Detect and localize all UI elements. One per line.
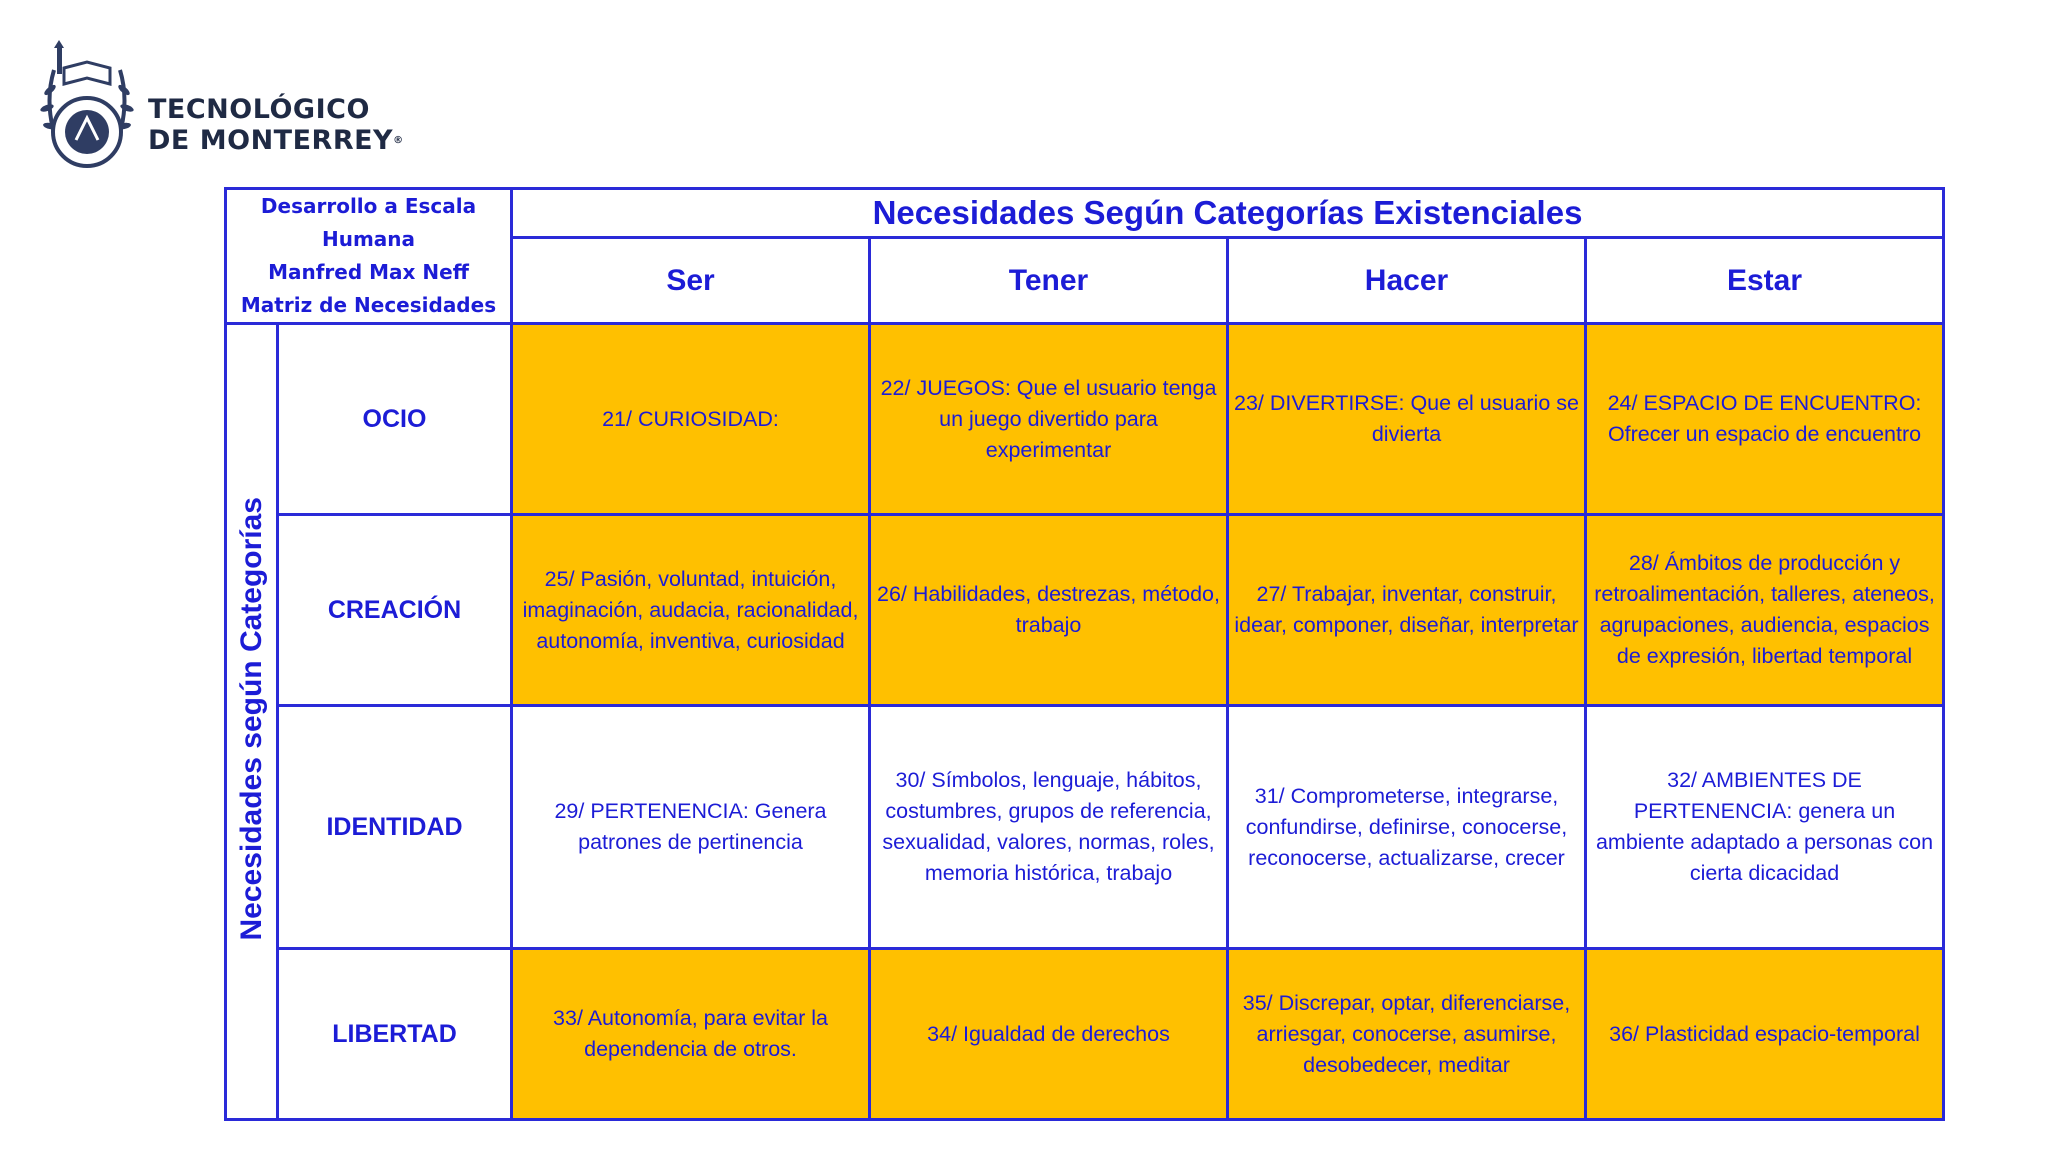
matrix-cell: 36/ Plasticidad espacio-temporal	[1586, 949, 1944, 1120]
matrix-cell: 35/ Discrepar, optar, diferenciarse, arriesgar, conocerse, asumirse, desobedecer, meditar	[1228, 949, 1586, 1120]
matrix-cell: 21/ CURIOSIDAD:	[512, 324, 870, 515]
brand-line-2: DE MONTERREY	[148, 124, 394, 156]
university-seal-icon	[32, 40, 142, 175]
column-header-estar: Estar	[1586, 238, 1944, 324]
matrix-cell: 30/ Símbolos, lenguaje, hábitos, costumbres, grupos de referencia, sexualidad, valores, normas, roles, memoria histórica, trabajo	[870, 706, 1228, 949]
row-header-ocio: OCIO	[278, 324, 512, 515]
side-axis-label	[226, 324, 278, 1120]
corner-line: Manfred Max Neff	[268, 260, 469, 284]
needs-matrix	[224, 187, 1945, 1121]
matrix-cell: 22/ JUEGOS: Que el usuario tenga un juego divertido para experimentar	[870, 324, 1228, 515]
row-header-identidad: IDENTIDAD	[278, 706, 512, 949]
corner-line: Desarrollo a Escala	[260, 194, 477, 218]
column-header-tener: Tener	[870, 238, 1228, 324]
matrix-cell: 33/ Autonomía, para evitar la dependencia de otros.	[512, 949, 870, 1120]
matrix-cell: 29/ PERTENENCIA: Genera patrones de pertinencia	[512, 706, 870, 949]
side-axis-text: Necesidades según Categorías	[234, 497, 268, 941]
matrix-cell: 32/ AMBIENTES DE PERTENENCIA: genera un ambiente adaptado a personas con cierta dicacidad	[1586, 706, 1944, 949]
matrix-cell: 28/ Ámbitos de producción y retroalimentación, talleres, ateneos, agrupaciones, audiencia, espacios de expresión, libertad temporal	[1586, 515, 1944, 706]
matrix-cell: 34/ Igualdad de derechos	[870, 949, 1228, 1120]
column-header-hacer: Hacer	[1228, 238, 1586, 324]
tec-logo	[32, 40, 404, 175]
matrix-cell: 24/ ESPACIO DE ENCUENTRO: Ofrecer un espacio de encuentro	[1586, 324, 1944, 515]
matrix-cell: 26/ Habilidades, destrezas, método, trabajo	[870, 515, 1228, 706]
matrix-cell: 31/ Comprometerse, integrarse, confundirse, definirse, conocerse, reconocerse, actualizarse, crecer	[1228, 706, 1586, 949]
corner-line: Matriz de Necesidades	[240, 293, 497, 317]
row-header-creacion: CREACIÓN	[278, 515, 512, 706]
matrix-corner-label	[226, 189, 512, 324]
corner-line: Humana	[321, 227, 416, 251]
column-header-ser: Ser	[512, 238, 870, 324]
matrix-cell: 25/ Pasión, voluntad, intuición, imaginación, audacia, racionalidad, autonomía, inventiva, curiosidad	[512, 515, 870, 706]
matrix-cell: 27/ Trabajar, inventar, construir, idear, componer, diseñar, interpretar	[1228, 515, 1586, 706]
matrix-title: Necesidades Según Categorías Existenciales	[512, 189, 1944, 238]
registered-mark: ®	[393, 134, 404, 146]
row-header-libertad: LIBERTAD	[278, 949, 512, 1120]
brand-line-1: TECNOLÓGICO	[148, 93, 370, 125]
matrix-cell: 23/ DIVERTIRSE: Que el usuario se divierta	[1228, 324, 1586, 515]
